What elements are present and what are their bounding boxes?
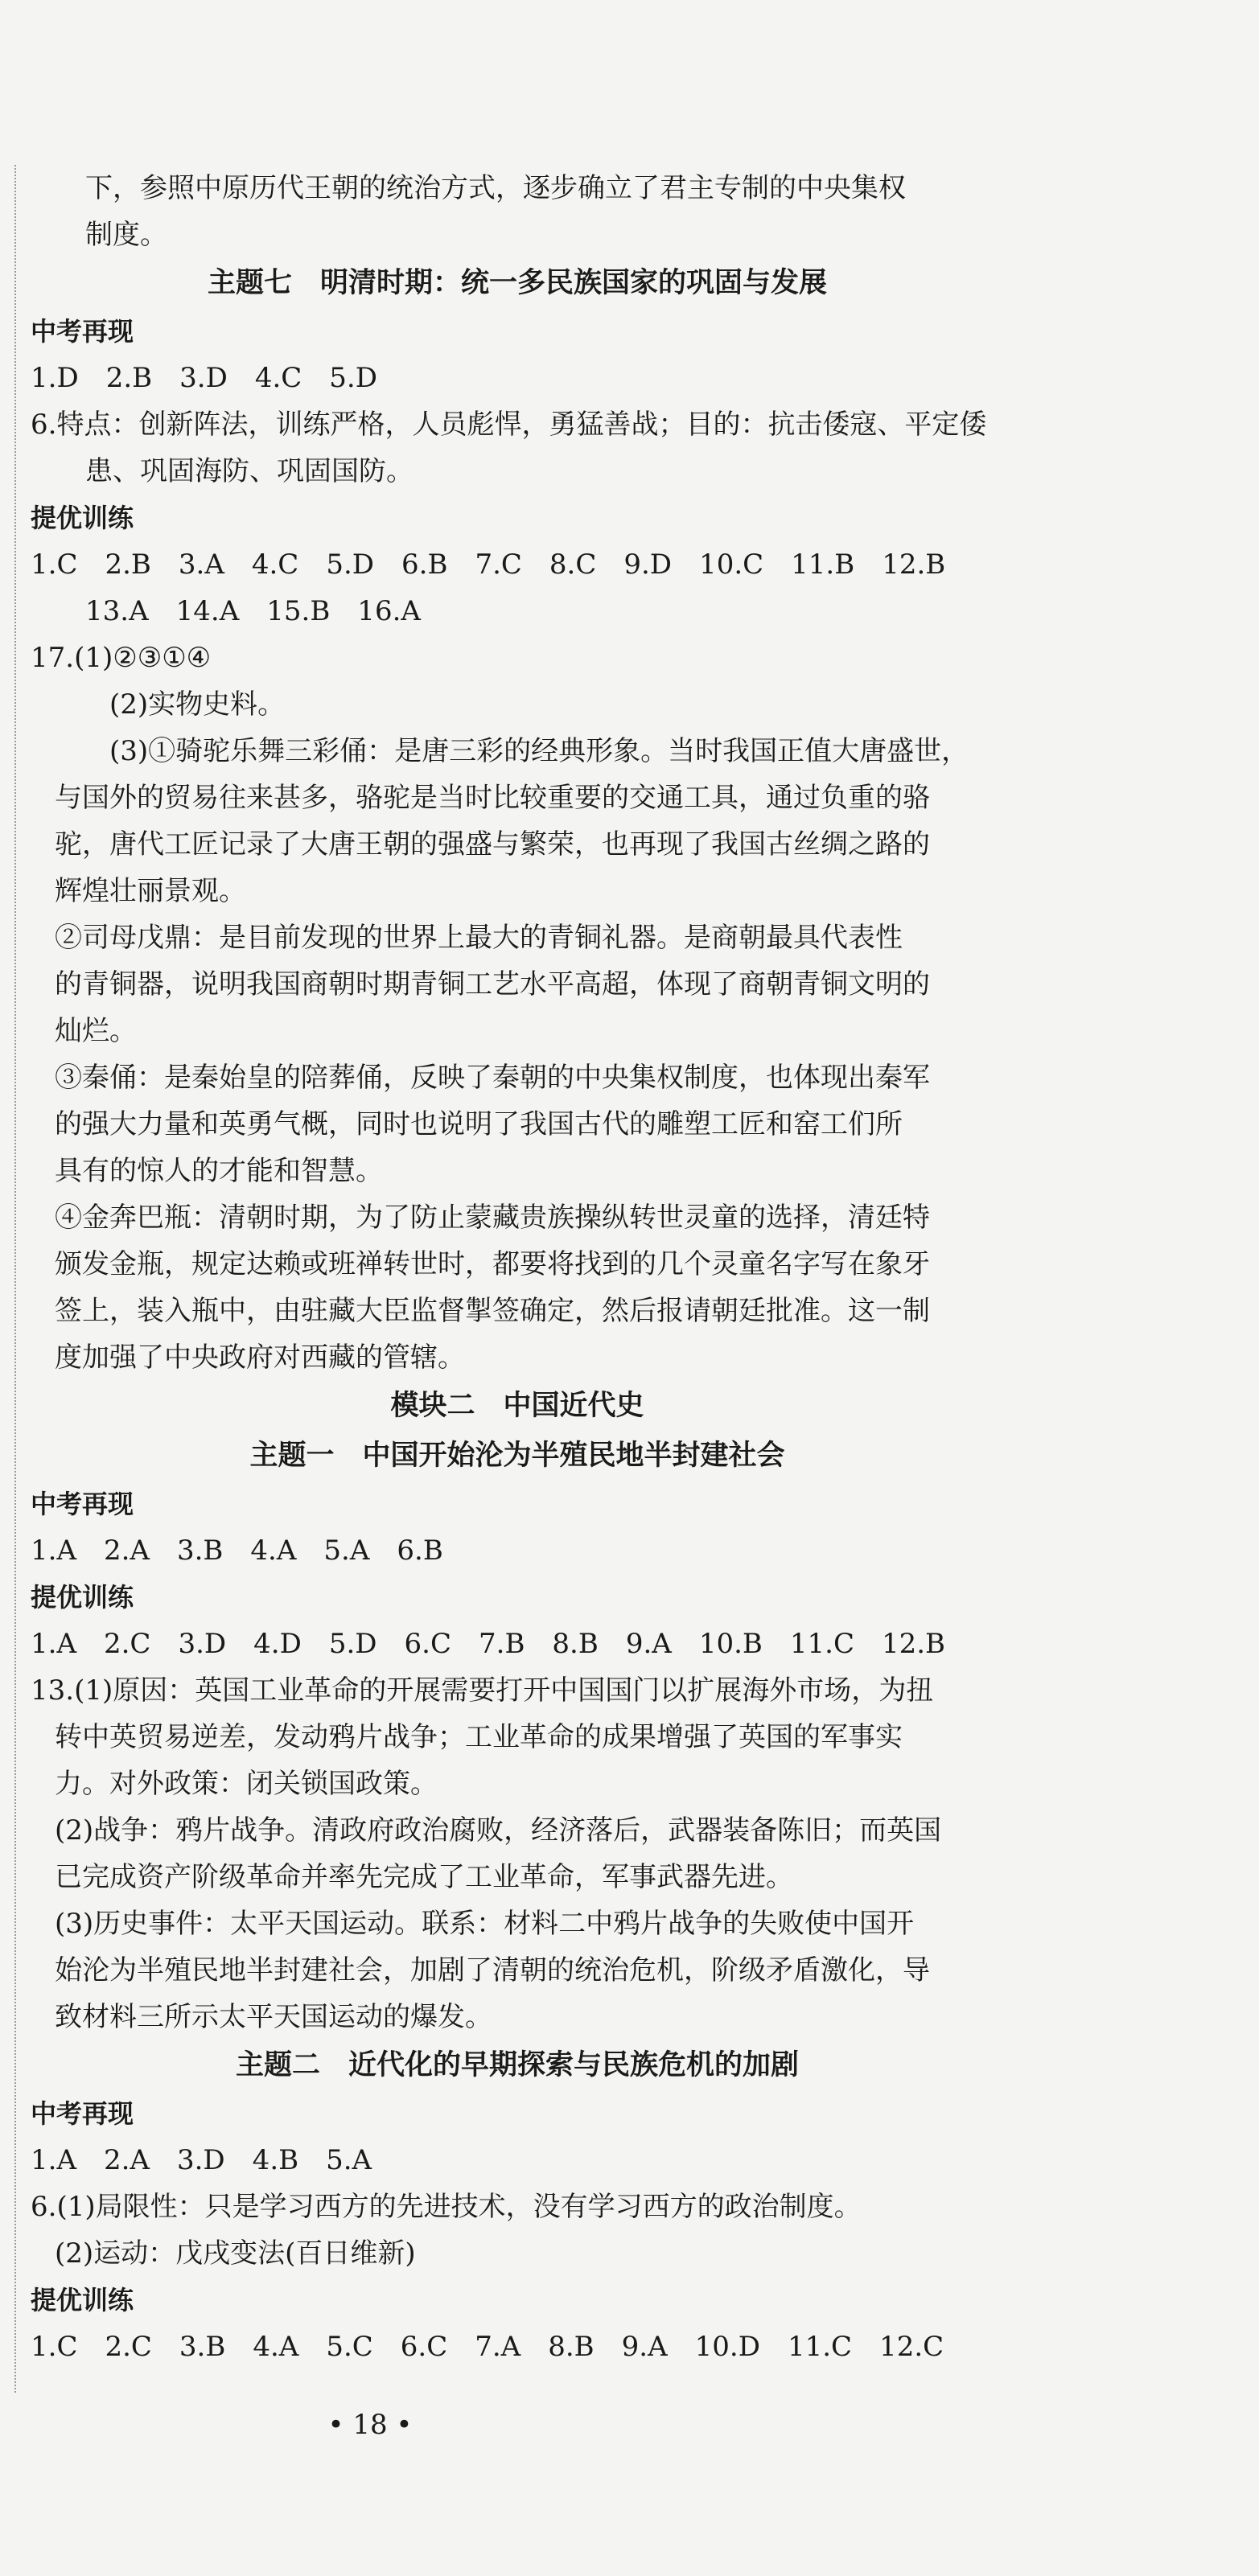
text-line: 的强大力量和英勇气概，同时也说明了我国古代的雕塑工匠和窑工们所 (55, 1108, 903, 1140)
topic1-q13-1: 13.(1)原因：英国工业革命的开展需要打开中国国门以扩展海外市场，为扭 (31, 1674, 934, 1707)
topic7-title: 主题七 明清时期：统一多民族国家的巩固与发展 (207, 267, 827, 299)
text-line: 转中英贸易逆差，发动鸦片战争；工业革命的成果增强了英国的军事实 (55, 1721, 903, 1753)
module2-title: 模块二 中国近代史 (390, 1390, 644, 1422)
topic7-zk-answers: 1.D 2.B 3.D 4.C 5.D (31, 362, 377, 394)
topic7-q17-3: (3)①骑驼乐舞三彩俑：是唐三彩的经典形象。当时我国正值大唐盛世， (109, 735, 969, 767)
topic7-q6-line1: 6.特点：创新阵法，训练严格，人员彪悍，勇猛善战；目的：抗击倭寇、平定倭 (31, 409, 987, 441)
topic1-zk-answers: 1.A 2.A 3.B 4.A 5.A 6.B (31, 1535, 443, 1567)
topic7-ty-answers: 1.C 2.B 3.A 4.C 5.D 6.B 7.C 8.C 9.D 10.C 11.B 12.B (31, 548, 946, 581)
text-line: ③秦俑：是秦始皇的陪葬俑，反映了秦朝的中央集权制度，也体现出秦军 (55, 1062, 930, 1094)
text-line: 颁发金瓶，规定达赖或班禅转世时，都要将找到的几个灵童名字写在象牙 (55, 1248, 930, 1280)
topic7-q6-line2: 患、巩固海防、巩固国防。 (85, 455, 413, 487)
text-line: 具有的惊人的才能和智慧。 (55, 1155, 383, 1187)
topic2-zk-answers: 1.A 2.A 3.D 4.B 5.A (31, 2144, 372, 2176)
text-line: 始沦为半殖民地半封建社会，加剧了清朝的统治危机，阶级矛盾激化，导 (55, 1954, 930, 1986)
topic1-q13-2: (2)战争：鸦片战争。清政府政治腐败，经济落后，武器装备陈旧；而英国 (55, 1814, 942, 1847)
topic7-ty-answers-2: 13.A 14.A 15.B 16.A (85, 595, 421, 627)
text-line: 下，参照中原历代王朝的统治方式，逐步确立了君主专制的中央集权 (85, 172, 906, 204)
topic2-ty-label: 提优训练 (31, 2285, 134, 2315)
text-line: ④金奔巴瓶：清朝时期，为了防止蒙藏贵族操纵转世灵童的选择，清廷特 (55, 1202, 930, 1234)
topic1-title: 主题一 中国开始沦为半殖民地半封建社会 (249, 1440, 785, 1472)
topic7-q17-1: 17.(1)②③①④ (31, 642, 212, 674)
answer-page (31, 165, 1004, 2370)
topic7-zk-label: 中考再现 (31, 316, 134, 347)
text-line: 签上，装入瓶中，由驻藏大臣监督掣签确定，然后报请朝廷批准。这一制 (55, 1295, 930, 1327)
topic1-ty-label: 提优训练 (31, 1582, 134, 1613)
topic2-q6-2: (2)运动：戊戌变法(百日维新) (55, 2237, 416, 2270)
page-number: • 18 • (327, 2409, 413, 2441)
text-line: 度加强了中央政府对西藏的管辖。 (55, 1341, 465, 1374)
text-line: 力。对外政策：闭关锁国政策。 (55, 1768, 438, 1800)
text-line: 灿烂。 (55, 1015, 137, 1047)
margin-dotted-line (14, 165, 16, 2393)
text-line: 与国外的贸易往来甚多，骆驼是当时比较重要的交通工具，通过负重的骆 (55, 782, 930, 814)
topic2-ty-answers: 1.C 2.C 3.B 4.A 5.C 6.C 7.A 8.B 9.A 10.D 11.C 12.C (31, 2331, 944, 2363)
text-line: ②司母戊鼎：是目前发现的世界上最大的青铜礼器。是商朝最具代表性 (55, 922, 903, 954)
topic1-q13-3: (3)历史事件：太平天国运动。联系：材料二中鸦片战争的失败使中国开 (55, 1908, 915, 1940)
topic1-zk-label: 中考再现 (31, 1489, 134, 1519)
text-line: 致材料三所示太平天国运动的爆发。 (55, 2001, 492, 2033)
topic2-q6-1: 6.(1)局限性：只是学习西方的先进技术，没有学习西方的政治制度。 (31, 2191, 862, 2223)
text-line: 制度。 (85, 219, 167, 251)
topic7-ty-label: 提优训练 (31, 503, 134, 533)
text-line: 的青铜器，说明我国商朝时期青铜工艺水平高超，体现了商朝青铜文明的 (55, 968, 930, 1000)
topic7-q17-2: (2)实物史料。 (109, 688, 286, 721)
topic2-zk-label: 中考再现 (31, 2098, 134, 2129)
topic2-title: 主题二 近代化的早期探索与民族危机的加剧 (235, 2049, 799, 2081)
text-line: 辉煌壮丽景观。 (55, 875, 246, 907)
text-line: 已完成资产阶级革命并率先完成了工业革命，军事武器先进。 (55, 1861, 793, 1893)
topic1-ty-answers: 1.A 2.C 3.D 4.D 5.D 6.C 7.B 8.B 9.A 10.B 11.C 12.B (31, 1628, 946, 1660)
text-line: 驼，唐代工匠记录了大唐王朝的强盛与繁荣，也再现了我国古丝绸之路的 (55, 828, 930, 861)
